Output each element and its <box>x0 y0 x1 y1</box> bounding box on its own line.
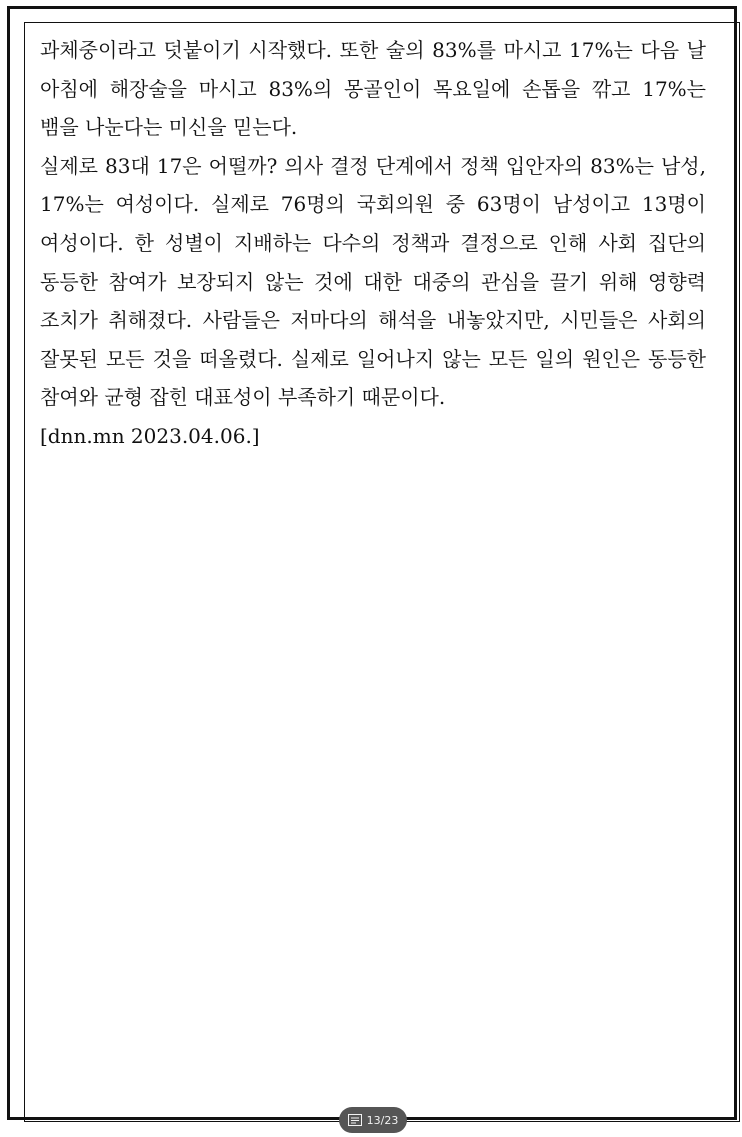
page-icon <box>348 1114 362 1126</box>
source-citation: [dnn.mn 2023.04.06.] <box>40 423 260 448</box>
paragraph-2: 실제로 83대 17은 어떨까? 의사 결정 단계에서 정책 입안자의 83%는 남성, 17%는 여성이다. 실제로 76명의 국회의원 중 63명이 남성이고 13명이 여성이다. 한 성별이 지배하는 다수의 정책과 결정으로 인해 사회 집단의 동등한 참여가 보장되지 않는 것에 대한 대중의 관심을 끌기 위해 영향력 조치가 취해졌다. 사람들은 저마다의 해석을 내놓았지만, 시민들은 사회의 잘못된 모든 것을 떠올렸다. 실제로 일어나지 않는 모든 일의 원인은 동등한 참여와 균형 잡힌 대표성이 부족하기 때문이다. <box>40 153 706 410</box>
page-indicator[interactable] <box>339 1107 407 1133</box>
paragraph-1: 과체중이라고 덧붙이기 시작했다. 또한 술의 83%를 마시고 17%는 다음 날 아침에 해장술을 마시고 83%의 몽골인이 목요일에 손톱을 깎고 17%는 뱀을 나눈다는 미신을 믿는다. <box>40 38 706 140</box>
document-body <box>40 31 706 456</box>
page-number-label: 13/23 <box>366 1113 399 1127</box>
